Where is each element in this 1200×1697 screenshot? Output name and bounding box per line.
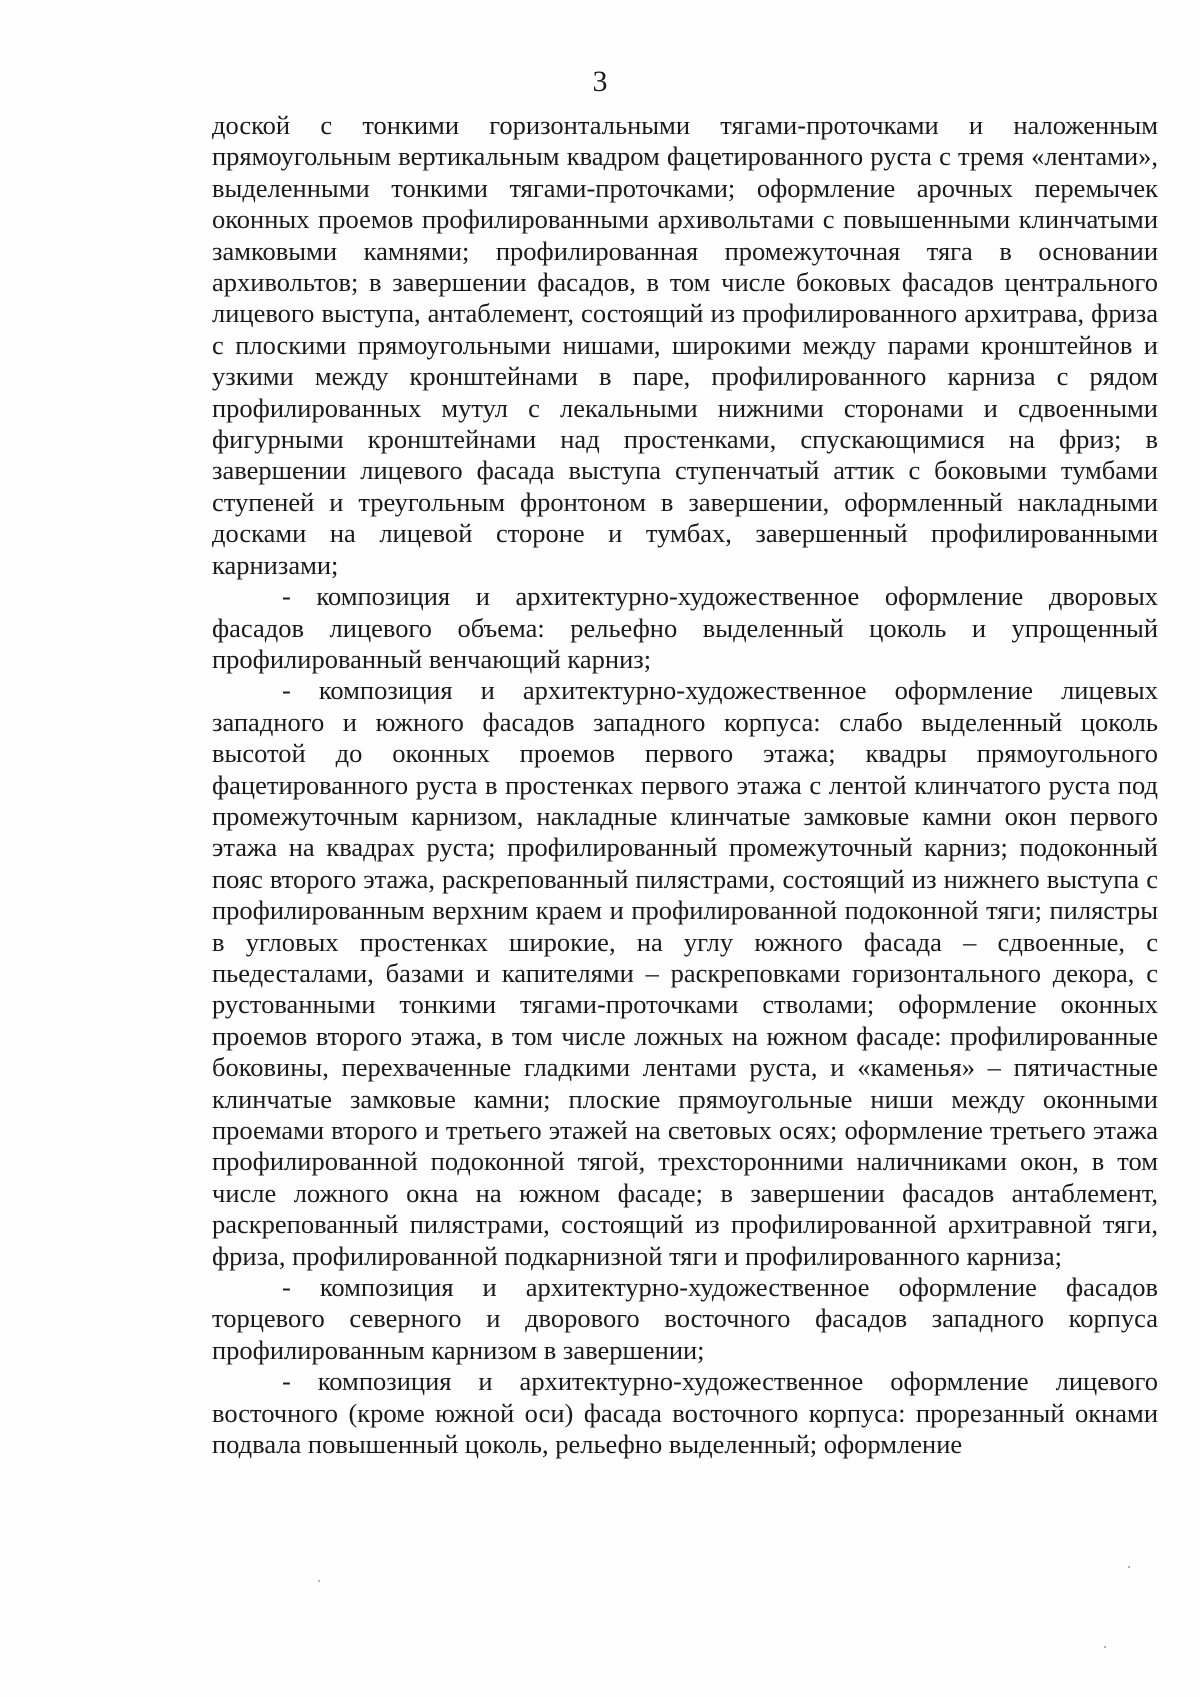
paragraph-facade-continuation: доской с тонкими горизонтальными тягами-проточками и наложенным прямоугольным вертикальным квадром фацетированного руста с тремя «лентами», выделенными тонкими тягами-проточками; оформление арочных перемычек оконных проемов профилированными архивольтами с повышенными клинчатыми замковыми камнями; профилированная промежуточная тяга в основании архивольтов; в завершении фасадов, в том числе боковых фасадов центрального лицевого выступа, антаблемент, состоящий из профилированного архитрава, фриза с плоскими прямоугольными нишами, широкими между парами кронштейнов и узкими между кронштейнами в паре, профилированного карниза с рядом профилированных мутул с лекальными нижними сторонами и сдвоенными фигурными кронштейнами над простенками, спускающимися на фриз; в завершении лицевого фасада выступа ступенчатый аттик с боковыми тумбами ступеней и треугольным фронтоном в завершении, оформленный накладными досками на лицевой стороне и тумбах, завершенный профилированными карнизами; (212, 110, 1158, 580)
paragraph-west-building-facades: - композиция и архитектурно-художественное оформление лицевых западного и южного фасадов западного корпуса: слабо выделенный цоколь высотой до оконных проемов первого этажа; квадры прямоугольного фацетированного руста в простенках первого этажа с лентой клинчатого руста под промежуточным карнизом, накладные клинчатые замковые камни окон первого этажа на квадрах руста; профилированный промежуточный карниз; подоконный пояс второго этажа, раскрепованный пилястрами, состоящий из нижнего выступа с профилированным верхним краем и профилированной подоконной тяги; пилястры в угловых простенках широкие, на углу южного фасада – сдвоенные, с пьедесталами, базами и капителями – раскреповками горизонтального декора, с рустованными тонкими тягами-проточками стволами; оформление оконных проемов второго этажа, в том числе ложных на южном фасаде: профилированные боковины, перехваченные гладкими лентами руста, и «каменья» – пятичастные клинчатые замковые камни; плоские прямоугольные ниши между оконными проемами второго и третьего этажей на световых осях; оформление третьего этажа профилированной подоконной тягой, трехсторонними наличниками окон, в том числе ложного окна на южном фасаде; в завершении фасадов антаблемент, раскрепованный пилястрами, состоящий из профилированной архитравной тяги, фриза, профилированной подкарнизной тяги и профилированного карниза; (212, 675, 1158, 1271)
paragraph-east-building-facade: - композиция и архитектурно-художественное оформление лицевого восточного (кроме южной оси) фасада восточного корпуса: прорезанный окнами подвала повышенный цоколь, рельефно выделенный; оформление (212, 1366, 1158, 1460)
paragraph-courtyard-facades: - композиция и архитектурно-художественное оформление дворовых фасадов лицевого объема: рельефно выделенный цоколь и упрощенный профилированный венчающий карниз; (212, 581, 1158, 674)
paragraph-north-east-facades: - композиция и архитектурно-художественное оформление фасадов торцевого северного и дворового восточного фасадов западного корпуса профилированным карнизом в завершении; (212, 1272, 1158, 1365)
document-body (212, 110, 1158, 1460)
scan-speck (318, 1580, 320, 1582)
scan-speck (1128, 1566, 1130, 1568)
page-number: 3 (592, 65, 608, 98)
scan-speck (1104, 1646, 1106, 1648)
